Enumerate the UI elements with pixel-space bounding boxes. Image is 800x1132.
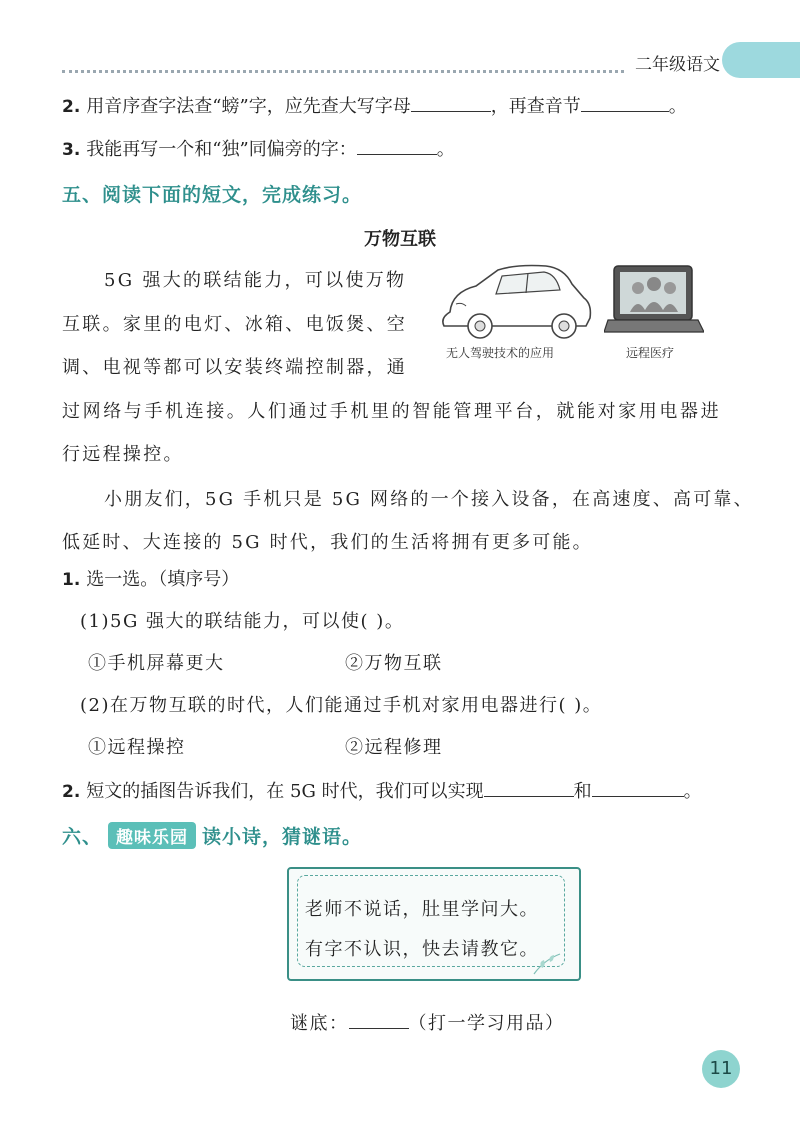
exercise-2-blank-2[interactable] — [592, 778, 684, 797]
section-6-prefix: 六、 — [62, 826, 103, 848]
article-line-5: 行远程操控。 — [62, 444, 184, 465]
question-2-end: 。 — [668, 96, 687, 117]
header-subject: 二年级语文 — [635, 55, 720, 75]
section-6-title — [62, 822, 362, 849]
exercise-2-and: 和 — [573, 781, 592, 802]
exercise-1-sub2-question[interactable]: (2)在万物互联的时代，人们能通过手机对家用电器进行( )。 — [80, 695, 603, 716]
laptop-caption: 远程医疗 — [626, 346, 675, 360]
article-line-6: 小朋友们，5G 手机只是 5G 网络的一个接入设备，在高速度、高可靠、 — [104, 489, 754, 510]
question-3-blank[interactable] — [357, 136, 437, 155]
page-number: 11 — [702, 1050, 740, 1088]
car-illustration — [436, 262, 596, 344]
question-3 — [62, 136, 455, 162]
leaf-decoration-icon — [530, 950, 570, 976]
article-line-1: 5G 强大的联结能力，可以使万物 — [104, 270, 407, 291]
section-6-text: 读小诗，猜谜语。 — [202, 826, 363, 848]
exercise-2-text: 短文的插图告诉我们，在 5G 时代，我们可以实现 — [86, 781, 484, 802]
section-5-title: 五、阅读下面的短文，完成练习。 — [62, 184, 363, 206]
riddle-answer — [290, 1010, 565, 1036]
question-3-number: 3. — [62, 140, 81, 160]
question-3-end: 。 — [436, 139, 455, 160]
article-line-3: 调、电视等都可以安装终端控制器，通 — [62, 357, 408, 378]
poem-line-2: 有字不认识，快去请教它。 — [305, 939, 539, 960]
poem-line-1: 老师不说话，肚里学问大。 — [305, 899, 539, 920]
article-line-4: 过网络与手机连接。人们通过手机里的智能管理平台，就能对家用电器进 — [62, 401, 722, 422]
exercise-2-blank-1[interactable] — [484, 778, 574, 797]
riddle-hint: （打一学习用品） — [408, 1013, 565, 1034]
car-caption: 无人驾驶技术的应用 — [446, 346, 555, 360]
exercise-2-number: 2. — [62, 782, 81, 802]
header-tab — [722, 42, 800, 78]
question-2-number: 2. — [62, 97, 81, 117]
article-line-2: 互联。家里的电灯、冰箱、电饭煲、空 — [62, 314, 408, 335]
exercise-1-sub2-option-1: ①远程操控 — [88, 737, 186, 758]
riddle-blank[interactable] — [349, 1010, 409, 1029]
fun-zone-badge: 趣味乐园 — [108, 822, 196, 849]
article-line-7: 低延时、大连接的 5G 时代，我们的生活将拥有更多可能。 — [62, 532, 593, 553]
riddle-label: 谜底： — [290, 1013, 349, 1034]
exercise-1-text: 选一选。（填序号） — [86, 569, 240, 590]
exercise-2-end: 。 — [683, 781, 702, 802]
exercise-1-sub1-option-1: ①手机屏幕更大 — [88, 653, 225, 674]
question-2-text: 用音序查字法查“螃”字，应先查大写字母 — [86, 96, 411, 117]
question-2-blank-syllable[interactable] — [581, 93, 669, 112]
question-2-blank-letter[interactable] — [411, 93, 491, 112]
exercise-1-number: 1. — [62, 570, 81, 590]
question-2-text-b: ，再查音节 — [490, 96, 581, 117]
question-3-text: 我能再写一个和“独”同偏旁的字： — [86, 139, 357, 160]
exercise-2 — [62, 778, 702, 804]
exercise-1-sub2-option-2: ②远程修理 — [345, 737, 443, 758]
article-title: 万物互联 — [364, 229, 436, 250]
question-2 — [62, 93, 687, 119]
laptop-illustration — [604, 262, 704, 340]
header-dotted-rule — [62, 70, 624, 73]
exercise-1-sub1-question[interactable]: (1)5G 强大的联结能力，可以使( )。 — [80, 611, 405, 632]
exercise-1-sub1-option-2: ②万物互联 — [345, 653, 443, 674]
exercise-1-title — [62, 568, 239, 592]
